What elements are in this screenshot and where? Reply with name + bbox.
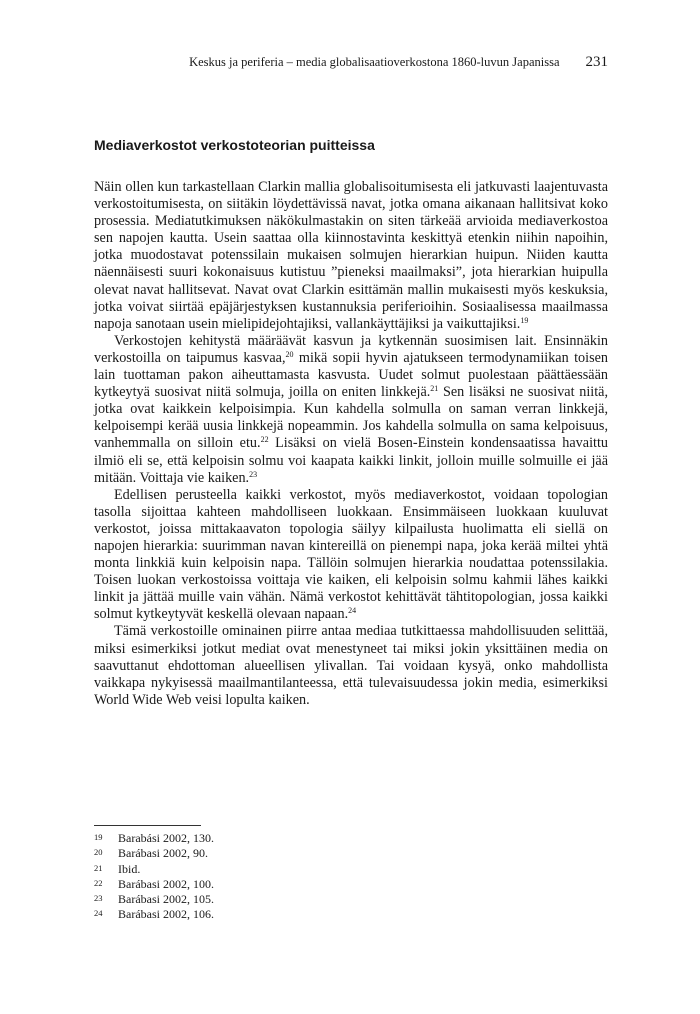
footnote xyxy=(94,907,494,922)
footnote xyxy=(94,846,494,861)
footnote-number: 24 xyxy=(94,908,103,919)
footnote-number: 21 xyxy=(94,862,103,873)
paragraph xyxy=(94,333,608,487)
footnote-number: 20 xyxy=(94,847,103,858)
paragraph-text: mikä sopii hyvin ajatukseen termodynamiikan toisen lain tuottaman pakon aiheuttamasta kasvusta. Uudet solmut puolestaan päättäessään kytkeytyä suosivat niitä solmuja, joilla on eniten linkkejä. xyxy=(94,349,608,401)
footnote-ref[interactable]: 23 xyxy=(249,469,258,479)
paragraph-text: Sen lisäksi ne suosivat niitä, jotka ovat kaikkein kelpoisimpia. Kun kahdella solmulla on saman verran linkkejä, kelpoisempi kerää uusia linkkejä nopeammin. Jos kahdella solmulla on sama kelpoisuus, vanhemmalla on silloin etu. xyxy=(94,384,608,452)
paragraph-text: Näin ollen kun tarkastellaan Clarkin mallia globalisoitumisesta eli jatkuvasti laajentuvasta verkostoitumisesta, on siitäkin löydettävissä navat, jotka omana aikanaan hallitsivat koko prosessia. Mediatutkimuksen näkökulmastakin on siten tärkeää arvioida mediaverkostoa sen napojen kautta. Usein saattaa olla kiinnostavinta keskittyä etenkin niihin napoihin, jotka muodostavat potenssilain mukaisen solmujen hierarkian huipun. Niiden kautta näennäisesti suuri kokonaisuus kutistuu ”pieneksi maailmaksi”, jota hierarkian huipulla olevat navat hallitsevat. Navat ovat Clarkin esittämän mallin mukaisesti myös keskuksia, jotka voivat siirtää epäjärjestyksen kustannuksia periferioihin. Sosiaalisessa maailmassa napoja sanotaan usein mielipidejohtajiksi, vallankäyttäjiksi ja vaikuttajiksi. xyxy=(94,179,608,332)
footnote-number: 22 xyxy=(94,877,103,888)
footnote-ref[interactable]: 19 xyxy=(520,315,529,325)
footnote-ref[interactable]: 22 xyxy=(260,435,269,445)
running-title: Keskus ja periferia – media globalisaatioverkostona 1860-luvun Japanissa xyxy=(189,55,560,69)
footnote xyxy=(94,892,494,907)
footnote-number: 23 xyxy=(94,893,103,904)
paragraph-text: Edellisen perusteella kaikki verkostot, myös mediaverkostot, voidaan topologian tasolla sijoittaa kahteen mahdolliseen luokkaan. Ensimmäiseen luokkaan kuuluvat verkostot, joissa mittakaavaton topologia säilyy kilpailusta huolimatta eli siellä on napojen hierarkia: suurimman navan kintereillä on pienempi napa, joka kerää miltei yhtä monta linkkiä kuin kelpoisin napa. Tällöin solmujen hierarkia noudattaa potenssilakia. Toisen luokan verkostoissa voittaja vie kaiken, eli kelpoisin solmu kahmii lähes kaikki linkit ja jättää muille vain vähän. Nämä verkostot kehittävät tähtitopologian, jossa kaikki solmut kytkeytyvät keskellä olevaan napaan. xyxy=(94,486,608,623)
paragraph-text: Lisäksi on vielä Bosen-Einstein kondensaatissa havaittu ilmiö eli se, että kelpoisin solmu voi kaapata kaikki linkit, jolloin muille solmuille ei jää mitään. Voittaja vie kaiken. xyxy=(94,435,608,486)
footnote-text: Barábasi 2002, 90. xyxy=(118,846,208,861)
footnote-text: Barabási 2002, 130. xyxy=(118,831,214,845)
footnote-separator xyxy=(94,825,201,826)
page-number: 231 xyxy=(585,54,608,70)
running-head xyxy=(93,54,608,70)
paragraph-text: Verkostojen kehitystä määräävät kasvun ja kytkennän suosimisen lait. Ensinnäkin verkostoilla on taipumus kasvaa, xyxy=(94,332,608,366)
paragraph-text: Tämä verkostoille ominainen piirre antaa mediaa tutkittaessa mahdollisuuden selittää, miksi esimerkiksi jotkut mediat ovat menestyneet tai miksi jokin yksittäinen media on saavuttanut ehdottoman alueellisen ylivallan. Tai voidaan kysyä, onko mahdollista vaikkapa nykyisessä maailmantilanteessa, että tulevaisuudessa jokin media, esimerkiksi World Wide Web veisi lopulta kaiken. xyxy=(94,623,608,708)
footnotes xyxy=(94,831,494,923)
paragraph xyxy=(94,487,608,624)
footnote-text: Ibid. xyxy=(118,861,141,876)
paragraph xyxy=(94,179,608,333)
section-heading: Mediaverkostot verkostoteorian puitteissa xyxy=(94,137,375,153)
footnote xyxy=(94,877,494,892)
footnote xyxy=(94,862,494,877)
footnote-ref[interactable]: 24 xyxy=(348,606,357,616)
body-text xyxy=(94,179,608,709)
footnote-number: 19 xyxy=(94,832,103,842)
footnote-text: Barábasi 2002, 100. xyxy=(118,876,214,891)
footnote-text: Barábasi 2002, 105. xyxy=(118,892,214,907)
footnote xyxy=(94,831,494,846)
footnote-ref[interactable]: 20 xyxy=(285,349,294,359)
footnote-ref[interactable]: 21 xyxy=(430,384,439,394)
paragraph xyxy=(94,623,608,708)
footnote-text: Barábasi 2002, 106. xyxy=(118,907,214,922)
